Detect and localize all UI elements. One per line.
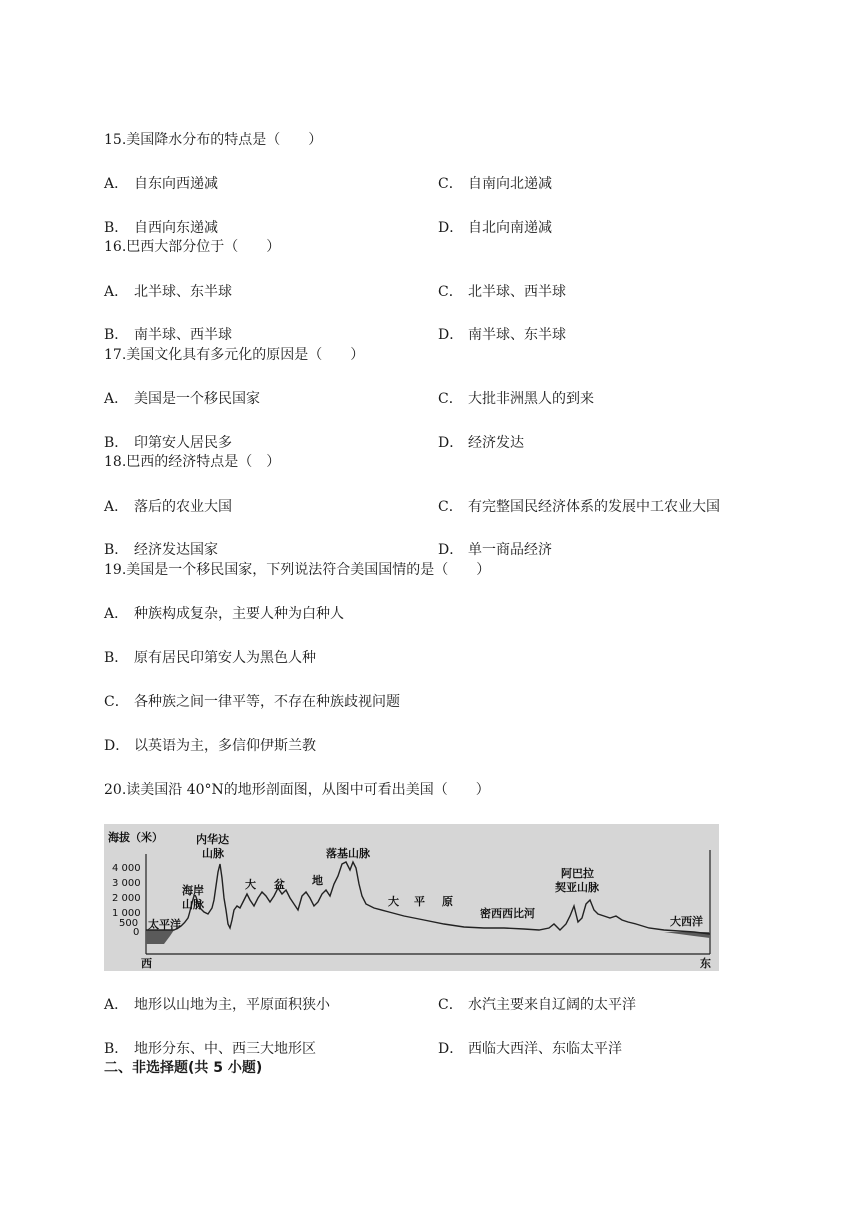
q18-option-c[interactable]: [438, 498, 720, 516]
option-letter: B．: [104, 220, 129, 236]
label-coast-range-1: 海岸: [182, 884, 204, 897]
label-great-basin-3: 地: [312, 874, 323, 887]
option-text: 南半球、东半球: [468, 327, 566, 343]
option-letter: C．: [104, 694, 129, 710]
terrain-profile-figure: [104, 824, 719, 971]
label-great-basin-1: 大: [245, 878, 256, 891]
q15-option-c[interactable]: [438, 175, 552, 193]
option-text: 落后的农业大国: [134, 499, 232, 515]
q16-option-a[interactable]: [104, 283, 232, 301]
question-18-stem: 18.巴西的经济特点是（ ）: [104, 454, 281, 470]
section-title: 二、非选择题(共 5 小题): [104, 1060, 263, 1076]
option-letter: D．: [438, 220, 464, 236]
label-pacific: 太平洋: [148, 918, 181, 931]
option-text: 美国是一个移民国家: [134, 391, 260, 407]
y-tick-0: 0: [133, 927, 140, 938]
label-great-basin-2: 盆: [274, 878, 285, 891]
label-sierra-nevada-1: 内华达: [196, 833, 229, 846]
option-letter: B．: [104, 1041, 129, 1057]
option-text: 西临大西洋、东临太平洋: [468, 1041, 622, 1057]
y-tick-500: 500: [119, 918, 139, 929]
q16-option-c[interactable]: [438, 283, 566, 301]
q15-option-d[interactable]: [438, 219, 552, 237]
label-sierra-nevada-2: 山脉: [202, 847, 224, 860]
question-19-stem: 19.美国是一个移民国家，下列说法符合美国国情的是（ ）: [104, 562, 491, 578]
option-letter: C．: [438, 391, 463, 407]
label-great-plains-2: 平: [414, 895, 425, 908]
pacific-ocean-fill: [146, 930, 174, 944]
option-text: 印第安人居民多: [134, 435, 232, 451]
option-text: 以英语为主，多信仰伊斯兰教: [134, 738, 316, 754]
option-text: 经济发达: [468, 435, 524, 451]
y-tick-2000: 2 000: [112, 893, 141, 904]
axis-title: 海拔（米）: [108, 831, 163, 844]
question-17-stem: 17.美国文化具有多元化的原因是（ ）: [104, 347, 365, 363]
label-west: 西: [141, 957, 152, 970]
option-text: 经济发达国家: [134, 542, 218, 558]
option-letter: B．: [104, 435, 129, 451]
question-15-stem: 15.美国降水分布的特点是（ ）: [104, 132, 323, 148]
option-text: 北半球、东半球: [134, 284, 232, 300]
option-letter: C．: [438, 499, 463, 515]
option-letter: D．: [104, 738, 130, 754]
q15-option-b[interactable]: [104, 219, 218, 237]
q19-option-a[interactable]: [104, 605, 344, 623]
option-text: 北半球、西半球: [468, 284, 566, 300]
option-letter: B．: [104, 327, 129, 343]
option-text: 地形以山地为主，平原面积狭小: [134, 997, 330, 1013]
label-atlantic: 大西洋: [670, 915, 703, 928]
option-text: 水汽主要来自辽阔的太平洋: [468, 997, 636, 1013]
option-letter: A．: [104, 391, 129, 407]
label-great-plains-3: 原: [442, 895, 453, 908]
q18-option-a[interactable]: [104, 498, 232, 516]
q16-option-b[interactable]: [104, 326, 232, 344]
option-text: 各种族之间一律平等，不存在种族歧视问题: [134, 694, 400, 710]
q18-option-b[interactable]: [104, 541, 218, 559]
q18-option-d[interactable]: [438, 541, 552, 559]
option-text: 大批非洲黑人的到来: [468, 391, 594, 407]
option-letter: C．: [438, 284, 463, 300]
question-20-stem: 20.读美国沿 40°N的地形剖面图，从图中可看出美国（ ）: [104, 782, 490, 798]
option-text: 有完整国民经济体系的发展中工农业大国: [468, 499, 720, 515]
q15-option-a[interactable]: [104, 175, 218, 193]
question-16-stem: 16.巴西大部分位于（ ）: [104, 239, 281, 255]
option-letter: D．: [438, 327, 464, 343]
terrain-line: [146, 862, 710, 934]
q19-option-d[interactable]: [104, 737, 316, 755]
option-letter: D．: [438, 435, 464, 451]
label-appalachian-1: 阿巴拉: [561, 867, 594, 880]
option-letter: A．: [104, 997, 129, 1013]
option-text: 南半球、西半球: [134, 327, 232, 343]
option-letter: C．: [438, 176, 463, 192]
option-text: 自西向东递减: [134, 220, 218, 236]
label-rocky-mountains: 落基山脉: [326, 847, 370, 860]
q20-option-b[interactable]: [104, 1040, 316, 1058]
label-coast-range-2: 山脉: [182, 898, 204, 911]
label-mississippi: 密西西比河: [480, 907, 535, 920]
q20-option-c[interactable]: [438, 996, 636, 1014]
option-text: 自东向西递减: [134, 176, 218, 192]
option-text: 原有居民印第安人为黑色人种: [134, 650, 316, 666]
option-text: 单一商品经济: [468, 542, 552, 558]
q20-option-a[interactable]: [104, 996, 330, 1014]
y-tick-3000: 3 000: [112, 878, 141, 889]
q17-option-c[interactable]: [438, 390, 594, 408]
option-text: 自北向南递减: [468, 220, 552, 236]
option-letter: A．: [104, 499, 129, 515]
option-letter: C．: [438, 997, 463, 1013]
q19-option-b[interactable]: [104, 649, 316, 667]
label-great-plains-1: 大: [388, 895, 399, 908]
q19-option-c[interactable]: [104, 693, 400, 711]
option-letter: B．: [104, 650, 129, 666]
q20-option-d[interactable]: [438, 1040, 622, 1058]
q17-option-d[interactable]: [438, 434, 524, 452]
option-text: 种族构成复杂，主要人种为白种人: [134, 606, 344, 622]
option-letter: A．: [104, 606, 129, 622]
option-letter: D．: [438, 542, 464, 558]
option-letter: D．: [438, 1041, 464, 1057]
q17-option-a[interactable]: [104, 390, 260, 408]
label-east: 东: [700, 957, 711, 970]
terrain-profile-svg: [104, 824, 719, 971]
option-letter: A．: [104, 176, 129, 192]
q17-option-b[interactable]: [104, 434, 232, 452]
y-tick-4000: 4 000: [112, 863, 141, 874]
option-letter: B．: [104, 542, 129, 558]
option-letter: A．: [104, 284, 129, 300]
y-tick-1000: 1 000: [112, 908, 141, 919]
q16-option-d[interactable]: [438, 326, 566, 344]
option-text: 自南向北递减: [468, 176, 552, 192]
label-appalachian-2: 契亚山脉: [555, 881, 599, 894]
option-text: 地形分东、中、西三大地形区: [134, 1041, 316, 1057]
